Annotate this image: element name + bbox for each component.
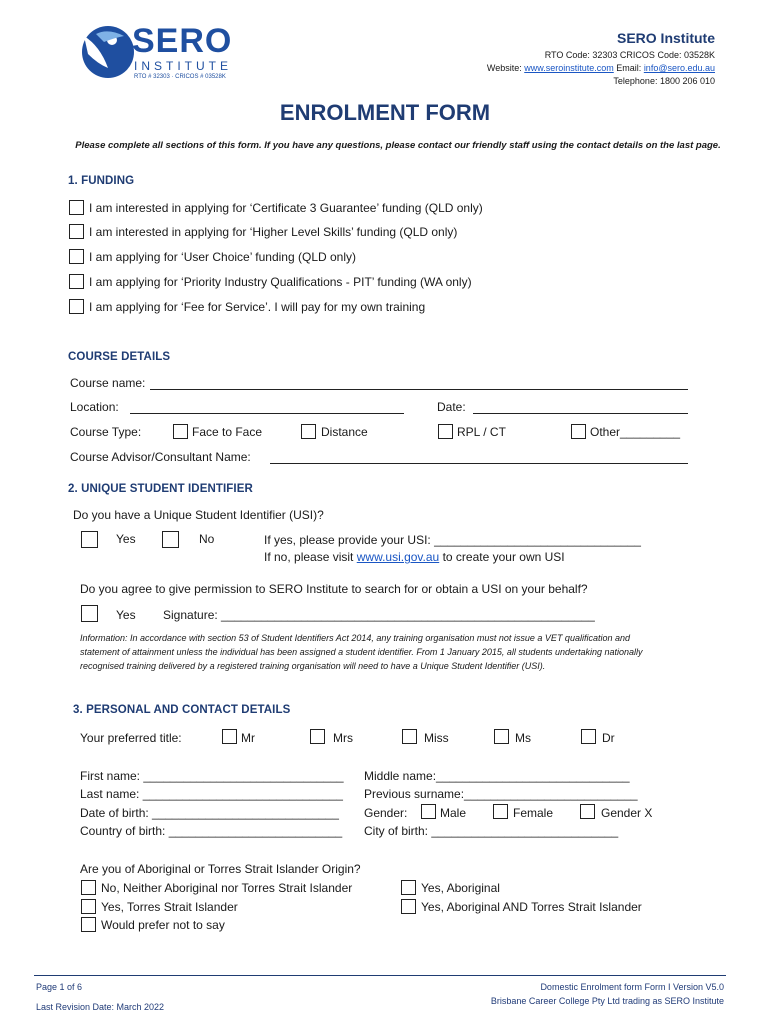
origin-both-checkbox[interactable] bbox=[401, 899, 416, 914]
footer-revision-date: Last Revision Date: March 2022 bbox=[36, 1002, 165, 1012]
funding-checkbox-5[interactable] bbox=[69, 299, 84, 314]
course-details-heading: COURSE DETAILS bbox=[68, 351, 171, 363]
title-dr: Dr bbox=[602, 731, 615, 745]
middle-name-field[interactable]: Middle name:_____________________________ bbox=[364, 769, 630, 783]
contact-line bbox=[487, 63, 715, 73]
usi-link[interactable]: www.usi.gov.au bbox=[356, 550, 440, 564]
origin-question: Are you of Aboriginal or Torres Strait Islander Origin? bbox=[80, 862, 361, 876]
intro-text: Please complete all sections of this form. If you have any questions, please contact our friendly staff using the contact details on the last page. bbox=[75, 140, 721, 151]
location-label: Location: bbox=[70, 400, 119, 414]
course-type-checkbox-face[interactable] bbox=[173, 424, 188, 439]
usi-if-no bbox=[264, 550, 565, 564]
funding-option-1: I am interested in applying for ‘Certificate 3 Guarantee’ funding (QLD only) bbox=[89, 201, 483, 215]
sero-logo-icon bbox=[78, 24, 134, 80]
org-name: SERO Institute bbox=[616, 30, 715, 46]
advisor-field[interactable] bbox=[270, 463, 688, 464]
page-title: ENROLMENT FORM bbox=[279, 100, 491, 125]
title-ms-checkbox[interactable] bbox=[494, 729, 509, 744]
footer-divider bbox=[34, 975, 726, 976]
title-label: Your preferred title: bbox=[80, 731, 182, 745]
footer-page-number: Page 1 of 6 bbox=[36, 982, 83, 992]
logo-word: SERO bbox=[132, 22, 233, 60]
origin-no: No, Neither Aboriginal nor Torres Strait Islander bbox=[101, 881, 353, 895]
signature-field[interactable]: Signature: ________________________________________________________ bbox=[163, 608, 595, 622]
funding-option-4: I am applying for ‘Priority Industry Qualifications - PIT’ funding (WA only) bbox=[89, 275, 472, 289]
first-name-field[interactable]: First name: ______________________________ bbox=[80, 769, 344, 783]
footer-form-name: Domestic Enrolment form Form I Version V5.0 bbox=[540, 982, 724, 992]
country-of-birth-field[interactable]: Country of birth: __________________________ bbox=[80, 824, 343, 838]
usi-information: Information: In accordance with section 53 of Student Identifiers Act 2014, any training organisation must not issue a VET qualification and statement of attainment unless the individual has been assigned a student identifier. From 1 January 2015, all students undertaking nationally recognised training delivered by a registered training organisation will need to have a Unique Student Identifier (USI). bbox=[80, 633, 643, 671]
course-type-rpl: RPL / CT bbox=[457, 425, 506, 439]
date-label: Date: bbox=[437, 400, 466, 414]
origin-both: Yes, Aboriginal AND Torres Strait Islander bbox=[421, 900, 642, 914]
usi-no-checkbox[interactable] bbox=[162, 531, 179, 548]
title-mrs-checkbox[interactable] bbox=[310, 729, 325, 744]
funding-option-5: I am applying for ‘Fee for Service’. I will pay for my own training bbox=[89, 300, 426, 314]
usi-yes-label: Yes bbox=[116, 532, 136, 546]
course-type-distance: Distance bbox=[321, 425, 368, 439]
course-type-face: Face to Face bbox=[192, 425, 263, 439]
location-field[interactable] bbox=[130, 413, 404, 414]
gender-male: Male bbox=[440, 806, 467, 820]
logo-subtitle: INSTITUTE bbox=[134, 59, 232, 73]
course-type-other: Other_________ bbox=[590, 425, 681, 439]
title-miss-checkbox[interactable] bbox=[402, 729, 417, 744]
gender-male-checkbox[interactable] bbox=[421, 804, 436, 819]
funding-checkbox-4[interactable] bbox=[69, 274, 84, 289]
origin-prefer-not: Would prefer not to say bbox=[101, 918, 225, 932]
funding-checkbox-3[interactable] bbox=[69, 249, 84, 264]
title-mrs: Mrs bbox=[333, 731, 353, 745]
section-funding-heading: 1. FUNDING bbox=[68, 175, 135, 187]
email-label: Email: bbox=[616, 63, 642, 73]
gender-x: Gender X bbox=[601, 806, 653, 820]
logo-codes: RTO # 32303 · CRICOS # 03528K bbox=[134, 74, 226, 80]
usi-if-no-prefix: If no, please visit bbox=[264, 550, 354, 564]
section-usi-heading: 2. UNIQUE STUDENT IDENTIFIER bbox=[68, 483, 253, 495]
gender-x-checkbox[interactable] bbox=[580, 804, 595, 819]
usi-no-label: No bbox=[199, 532, 215, 546]
funding-checkbox-2[interactable] bbox=[69, 224, 84, 239]
email-link[interactable]: info@sero.edu.au bbox=[643, 63, 715, 73]
gender-female-checkbox[interactable] bbox=[493, 804, 508, 819]
gender-female: Female bbox=[513, 806, 554, 820]
title-miss: Miss bbox=[424, 731, 449, 745]
origin-aboriginal: Yes, Aboriginal bbox=[421, 881, 500, 895]
previous-surname-field[interactable]: Previous surname:__________________________ bbox=[364, 787, 638, 801]
title-ms: Ms bbox=[515, 731, 531, 745]
title-mr: Mr bbox=[241, 731, 255, 745]
usi-permission-yes-label: Yes bbox=[116, 608, 136, 622]
usi-permission: Do you agree to give permission to SERO Institute to search for or obtain a USI on your behalf? bbox=[80, 582, 588, 596]
origin-aboriginal-checkbox[interactable] bbox=[401, 880, 416, 895]
course-type-checkbox-other[interactable] bbox=[571, 424, 586, 439]
footer-trading-name: Brisbane Career College Pty Ltd trading as SERO Institute bbox=[490, 996, 724, 1006]
last-name-field[interactable]: Last name: ______________________________ bbox=[80, 787, 343, 801]
usi-yes-checkbox[interactable] bbox=[81, 531, 98, 548]
origin-torres-checkbox[interactable] bbox=[81, 899, 96, 914]
course-type-label: Course Type: bbox=[70, 425, 142, 439]
course-type-checkbox-rpl[interactable] bbox=[438, 424, 453, 439]
website-link[interactable]: www.seroinstitute.com bbox=[524, 63, 614, 73]
title-mr-checkbox[interactable] bbox=[222, 729, 237, 744]
usi-question: Do you have a Unique Student Identifier (USI)? bbox=[73, 508, 324, 522]
course-name-label: Course name: bbox=[70, 376, 146, 390]
codes-line: RTO Code: 32303 CRICOS Code: 03528K bbox=[544, 50, 715, 60]
title-dr-checkbox[interactable] bbox=[581, 729, 596, 744]
funding-checkbox-1[interactable] bbox=[69, 200, 84, 215]
city-of-birth-field[interactable]: City of birth: ____________________________ bbox=[364, 824, 619, 838]
origin-prefer-not-checkbox[interactable] bbox=[81, 917, 96, 932]
gender-label: Gender: bbox=[364, 806, 408, 820]
usi-if-no-suffix: to create your own USI bbox=[442, 550, 565, 564]
date-field[interactable] bbox=[473, 413, 688, 414]
usi-if-yes: If yes, please provide your USI: _______________________________ bbox=[264, 533, 641, 547]
usi-permission-yes-checkbox[interactable] bbox=[81, 605, 98, 622]
funding-option-3: I am applying for ‘User Choice’ funding (QLD only) bbox=[89, 250, 357, 264]
course-type-checkbox-distance[interactable] bbox=[301, 424, 316, 439]
logo bbox=[78, 22, 238, 82]
origin-no-checkbox[interactable] bbox=[81, 880, 96, 895]
dob-field[interactable]: Date of birth: ____________________________ bbox=[80, 806, 339, 820]
funding-option-2: I am interested in applying for ‘Higher Level Skills’ funding (QLD only) bbox=[89, 225, 458, 239]
origin-torres: Yes, Torres Strait Islander bbox=[101, 900, 238, 914]
section-personal-heading: 3. PERSONAL AND CONTACT DETAILS bbox=[73, 704, 291, 716]
course-name-field[interactable] bbox=[150, 389, 688, 390]
telephone: Telephone: 1800 206 010 bbox=[613, 76, 715, 86]
advisor-label: Course Advisor/Consultant Name: bbox=[70, 450, 251, 464]
website-label: Website: bbox=[486, 63, 522, 73]
